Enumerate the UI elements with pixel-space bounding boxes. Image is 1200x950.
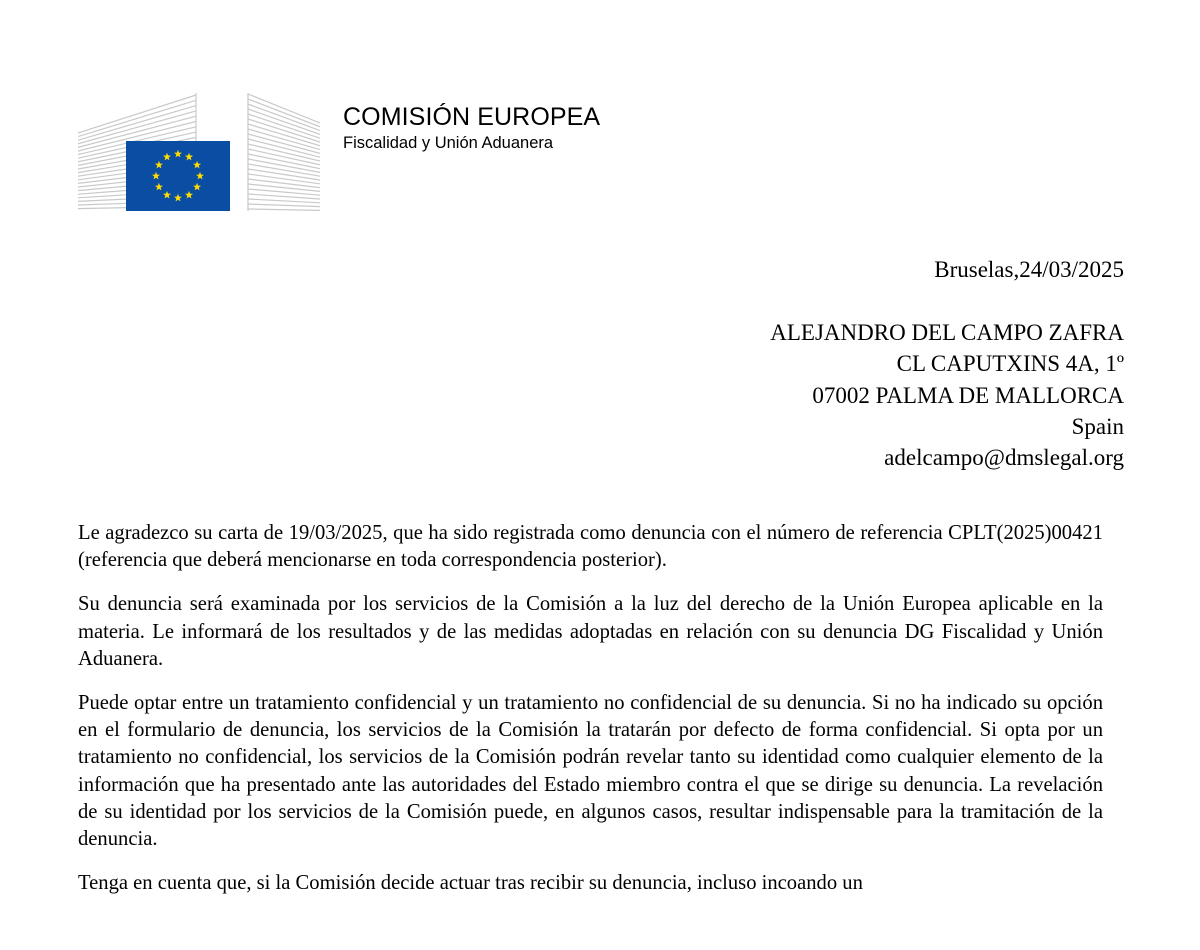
letter-body xyxy=(78,520,1103,914)
organization-header xyxy=(343,102,600,153)
recipient-street: CL CAPUTXINS 4A, 1º xyxy=(896,351,1124,377)
recipient-country: Spain xyxy=(1071,413,1124,439)
recipient-name: ALEJANDRO DEL CAMPO ZAFRA xyxy=(770,320,1124,345)
paragraph: Puede optar entre un tratamiento confidencial y un tratamiento no confidencial de su denuncia. Si no ha indicado su opción en el formulario de denuncia, los servicios de la Comisión la tratarán por defecto de forma confidencial. Si opta por un tratamiento no confidencial, los servicios de la Comisión podrán revelar tanto su identidad como cualquier elemento de la información que ha presentado ante las autoridades del Estado miembro contra el que se dirige su denuncia. La revelación de su identidad por los servicios de la Comisión puede, en algunos casos, resultar indispensable para la tramitación de la denuncia. xyxy=(78,692,1103,851)
recipient-address xyxy=(770,317,1124,473)
paragraph: Tenga en cuenta que, si la Comisión decide actuar tras recibir su denuncia, incluso incoando un xyxy=(78,872,863,895)
recipient-email: adelcampo@dmslegal.org xyxy=(884,445,1124,471)
organization-unit: Fiscalidad y Unión Aduanera xyxy=(343,134,554,152)
organization-name: COMISIÓN EUROPEA xyxy=(343,103,601,131)
paragraph: Le agradezco su carta de 19/03/2025, que ha sido registrada como denuncia con el número de referencia CPLT(2025)00421 (referencia que deberá mencionarse en toda correspondencia posterior). xyxy=(78,522,1103,572)
paragraph: Su denuncia será examinada por los servicios de la Comisión a la luz del derecho de la Unión Europea aplicable en la materia. Le informará de los resultados y de las medidas adoptadas en relación con su denuncia DG Fiscalidad y Unión Aduanera. xyxy=(78,593,1103,670)
recipient-city: 07002 PALMA DE MALLORCA xyxy=(812,382,1124,408)
european-commission-logo-icon xyxy=(78,93,320,213)
date-line: Bruselas,24/03/2025 xyxy=(934,257,1124,282)
